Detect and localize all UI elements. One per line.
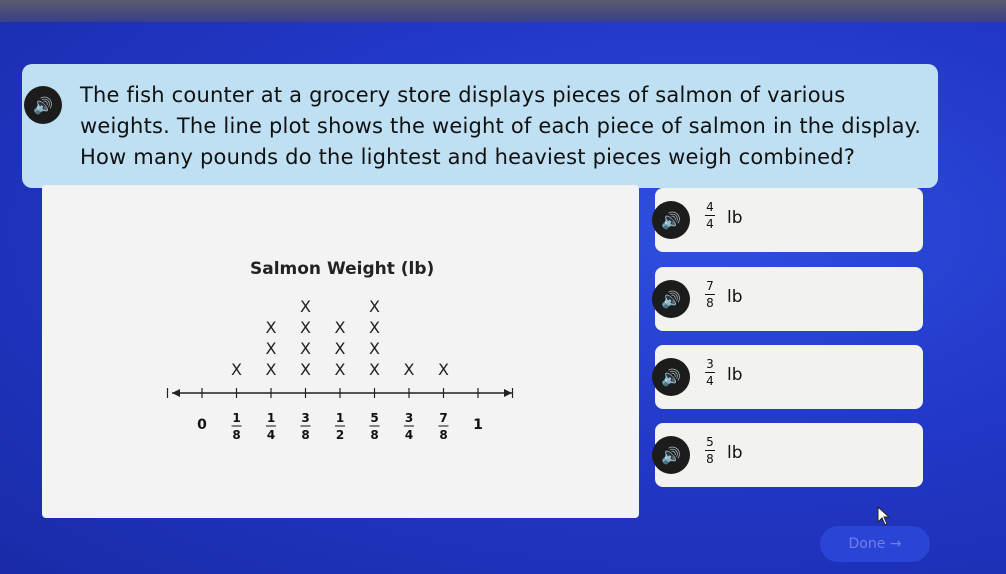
plot-x-mark: X — [334, 360, 346, 379]
numerator: 3 — [706, 357, 714, 371]
tick-numerator: 1 — [232, 411, 241, 425]
speaker-icon[interactable]: 🔊 — [652, 280, 690, 318]
plot-x-mark: X — [334, 318, 346, 337]
tick-numerator: 7 — [439, 411, 448, 425]
fraction-bar — [705, 294, 715, 295]
plot-x-mark: X — [265, 360, 277, 379]
right-arrow-icon — [504, 389, 512, 397]
line-plot — [42, 185, 639, 518]
plot-x-mark: X — [369, 297, 380, 316]
denominator: 8 — [706, 296, 714, 310]
tick-numerator: 1 — [335, 411, 345, 425]
option-fraction — [705, 357, 715, 388]
option-unit: lb — [727, 287, 743, 307]
answer-option-1[interactable] — [655, 188, 923, 252]
tick-numerator: 1 — [266, 411, 276, 425]
plot-x-mark: X — [369, 339, 380, 358]
denominator: 4 — [706, 374, 714, 388]
numerator: 4 — [706, 200, 714, 214]
plot-x-mark: X — [403, 360, 415, 379]
done-button[interactable]: Done → — [820, 526, 930, 562]
tick-numerator: 3 — [404, 411, 414, 425]
speaker-icon[interactable]: 🔊 — [24, 86, 62, 124]
plot-x-mark: X — [300, 360, 311, 379]
answer-option-4[interactable] — [655, 423, 923, 487]
tick-denominator: 8 — [301, 428, 310, 442]
question-card — [22, 64, 938, 188]
denominator: 8 — [706, 452, 714, 466]
option-fraction — [705, 279, 715, 310]
plot-x-mark: X — [369, 318, 380, 337]
tick-denominator: 4 — [266, 428, 276, 442]
speaker-icon[interactable]: 🔊 — [652, 201, 690, 239]
speaker-icon[interactable]: 🔊 — [652, 436, 690, 474]
numerator: 7 — [706, 279, 714, 293]
plot-x-mark: X — [300, 297, 311, 316]
fraction-bar — [705, 215, 715, 216]
question-text: The fish counter at a grocery store displays pieces of salmon of various weights. The line plot shows the weight of each piece of salmon in the display. How many pounds do the lightest and heaviest pieces weigh combined? — [80, 83, 922, 169]
tick-label: 0 — [197, 417, 207, 433]
plot-x-mark: X — [265, 339, 277, 358]
speaker-icon[interactable]: 🔊 — [652, 358, 690, 396]
answer-option-2[interactable] — [655, 267, 923, 331]
tick-denominator: 8 — [439, 428, 448, 442]
line-plot-card — [42, 185, 639, 518]
option-fraction — [705, 200, 715, 231]
plot-x-mark: X — [300, 318, 311, 337]
denominator: 4 — [706, 217, 714, 231]
tick-denominator: 4 — [404, 428, 414, 442]
numerator: 5 — [706, 435, 714, 449]
option-unit: lb — [727, 443, 743, 463]
tick-denominator: 8 — [232, 428, 241, 442]
tick-numerator: 5 — [370, 411, 379, 425]
plot-x-mark: X — [265, 318, 277, 337]
mouse-cursor-icon — [876, 506, 892, 526]
fraction-bar — [705, 372, 715, 373]
option-fraction — [705, 435, 715, 466]
option-unit: lb — [727, 365, 743, 385]
tick-denominator: 8 — [370, 428, 379, 442]
plot-x-mark: X — [369, 360, 380, 379]
plot-x-mark: X — [334, 339, 346, 358]
plot-x-mark: X — [438, 360, 449, 379]
tick-denominator: 2 — [335, 428, 345, 442]
tick-numerator: 3 — [301, 411, 310, 425]
left-arrow-icon — [172, 389, 180, 397]
plot-x-mark: X — [300, 339, 311, 358]
tick-label: 1 — [473, 417, 483, 433]
fraction-bar — [705, 450, 715, 451]
plot-x-mark: X — [231, 360, 242, 379]
top-bar — [0, 0, 1006, 22]
plot-title: Salmon Weight (lb) — [250, 259, 435, 279]
answer-option-3[interactable] — [655, 345, 923, 409]
option-unit: lb — [727, 208, 743, 228]
